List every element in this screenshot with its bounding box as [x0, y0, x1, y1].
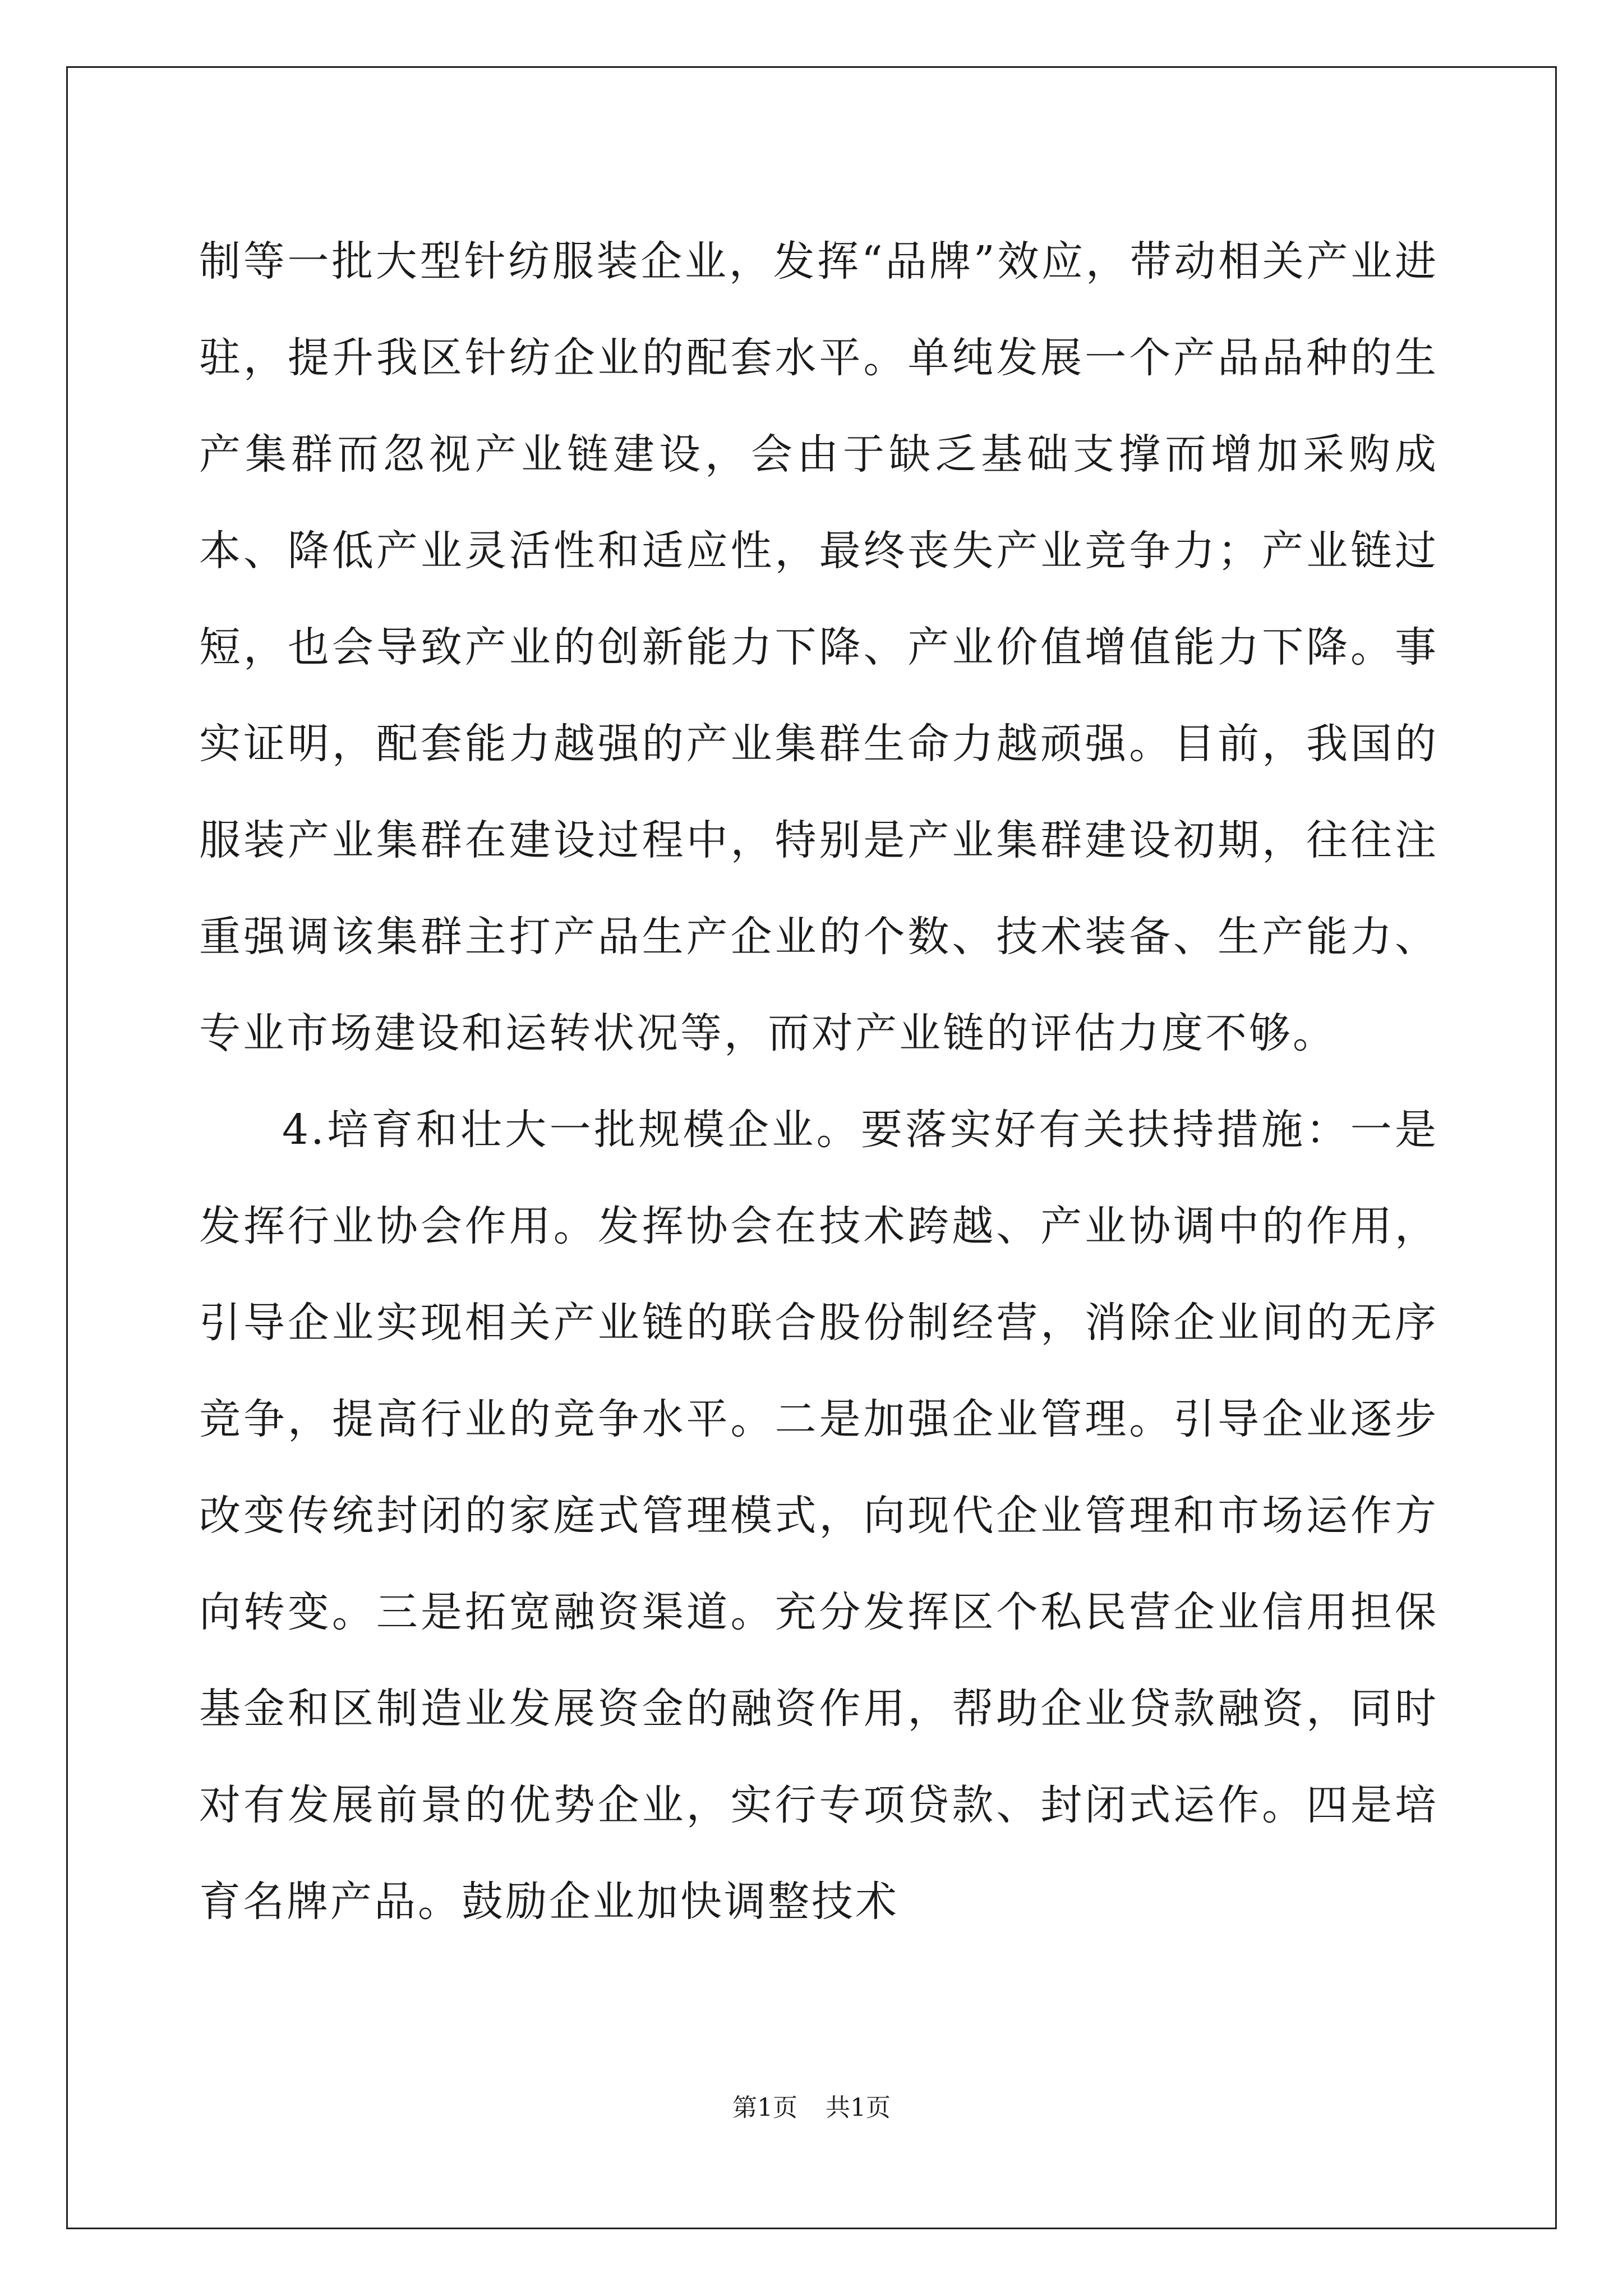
page-footer: [0, 2091, 1623, 2125]
paragraph-item-4: 4.培育和壮大一批规模企业。要落实好有关扶持措施：一是发挥行业协会作用。发挥协会在技术跨越、产业协调中的作用，引导企业实现相关产业链的联合股份制经营，消除企业间的无序竞争，提高行业的竞争水平。二是加强企业管理。引导企业逐步改变传统封闭的家庭式管理模式，向现代企业管理和市场运作方向转变。三是拓宽融资渠道。充分发挥区个私民营企业信用担保基金和区制造业发展资金的融资作用，帮助企业贷款融资，同时对有发展前景的优势企业，实行专项贷款、封闭式运作。四是培育名牌产品。鼓励企业加快调整技术: [199, 1106, 1438, 1926]
paragraph-continuation: 制等一批大型针纺服装企业，发挥“品牌”效应，带动相关产业进驻，提升我区针纺企业的配套水平。单纯发展一个产品品种的生产集群而忽视产业链建设，会由于缺乏基础支撑而增加采购成本、降低产业灵活性和适应性，最终丧失产业竞争力；产业链过短，也会导致产业的创新能力下降、产业价值增值能力下降。事实证明，配套能力越强的产业集群生命力越顽强。目前，我国的服装产业集群在建设过程中，特别是产业集群建设初期，往往注重强调该集群主打产品生产企业的个数、技术装备、生产能力、专业市场建设和运转状况等，而对产业链的评估力度不够。: [199, 237, 1438, 1057]
page-total: 共1页: [826, 2093, 891, 2122]
page-number: 第1页: [732, 2093, 797, 2122]
document-body: [199, 213, 1438, 1950]
